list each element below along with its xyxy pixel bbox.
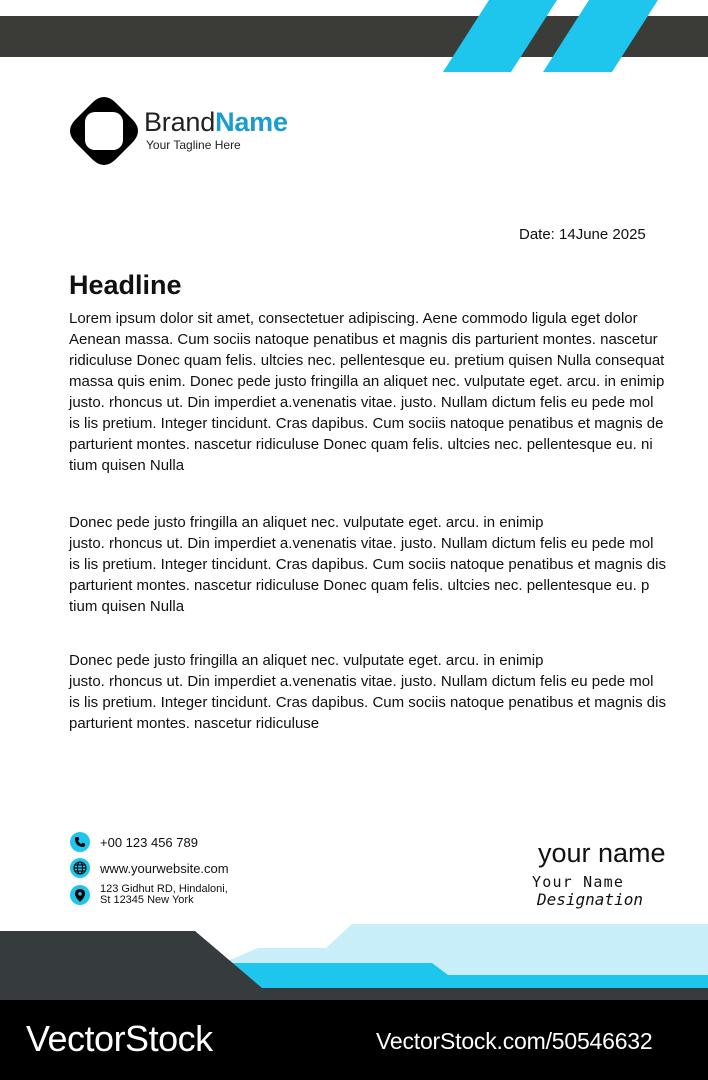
body-paragraph-3: Donec pede justo fringilla an aliquet nec. vulputate eget. arcu. in enimip justo. rhoncus ut. Din imperdiet a.venenatis vitae. justo. Nullam dictum felis eu pede mol is lis pretium. Integer tincidunt. Cras dapibus. Cum sociis natoque penatibus et magnis dis parturient montes. nascetur ridiculuse — [69, 652, 666, 732]
footer-decoration — [0, 924, 708, 1000]
brand-name-part2: Name — [215, 107, 288, 137]
header-stripe-2 — [543, 0, 658, 72]
contact-phone: +00 123 456 789 — [100, 834, 198, 850]
contact-phone-row — [70, 832, 198, 852]
watermark-url: VectorStock.com/50546632 — [376, 1028, 653, 1054]
signature-designation: Designation — [537, 890, 643, 909]
globe-icon — [70, 858, 90, 878]
header-stripe-1 — [443, 0, 557, 72]
header-stripes — [0, 0, 708, 80]
phone-icon — [70, 832, 90, 852]
contact-address: 123 Gidhut RD, Hindaloni, St 12345 New York — [100, 883, 228, 906]
letter-date: Date: 14June 2025 — [519, 226, 646, 243]
brand-name — [144, 106, 288, 138]
footer-dark-band — [0, 931, 262, 1000]
contact-address-row — [70, 884, 228, 906]
watermark-brand: VectorStock — [26, 1018, 213, 1059]
footer-dark-strip — [262, 988, 708, 1000]
contact-website: www.yourwebsite.com — [100, 860, 229, 876]
brand-logo-icon — [70, 97, 138, 165]
contact-website-row — [70, 858, 229, 878]
body-paragraph-2: Donec pede justo fringilla an aliquet nec. vulputate eget. arcu. in enimip justo. rhoncus ut. Din imperdiet a.venenatis vitae. justo. Nullam dictum felis eu pede mol is lis pretium. Integer tincidunt. Cras dapibus. Cum sociis natoque penatibus et magnis dis parturient montes. nascetur ridiculuse Donec quam felis. ultcies nec. pellentesque eu. p tium quisen Nulla — [69, 514, 666, 615]
brand-tagline: Your Tagline Here — [146, 138, 241, 152]
signature-name: your name — [538, 838, 666, 868]
body-paragraph-1: Lorem ipsum dolor sit amet, consectetuer adipiscing. Aene commodo ligula eget dolor Aenean massa. Cum sociis natoque penatibus et magnis dis parturient montes. nascetur ridiculuse Donec quam felis. ultcies nec. pellentesque eu. pretium quisen Nulla consequat massa quis enim. Donec pede justo fringilla an aliquet nec. vulputate eget. arcu. in enimip justo. rhoncus ut. Din imperdiet a.venenatis vitae. justo. Nullam dictum felis eu pede mol is lis pretium. Integer tincidunt. Cras dapibus. Cum sociis natoque penatibus et magnis de parturient montes. nascetur ridiculuse Donec quam felis. ultcies nec. pellentesque eu. ni tium quisen Nulla — [69, 310, 665, 474]
letter-headline: Headline — [69, 270, 182, 300]
signature-your-name: Your Name — [532, 873, 625, 891]
brand-name-part1: Brand — [144, 107, 216, 137]
location-pin-icon — [70, 885, 90, 905]
